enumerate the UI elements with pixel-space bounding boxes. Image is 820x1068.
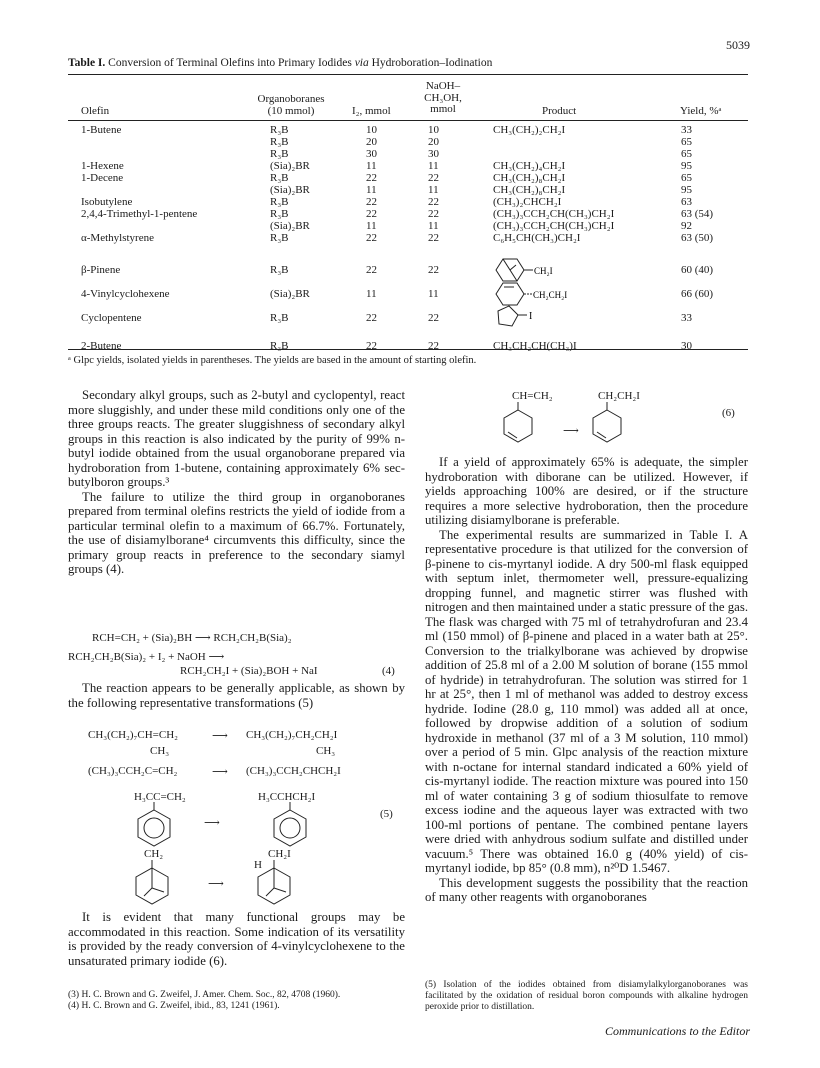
cell-yield: 66 (60) (681, 288, 714, 300)
eq5-number: (5) (380, 808, 393, 820)
table-title (68, 57, 492, 69)
cell-i2: 22 (366, 312, 377, 324)
table-row (0, 340, 820, 352)
cell-i2: 30 (366, 148, 377, 160)
cell-organoborane: R₃B (270, 124, 289, 136)
cell-yield: 95 (681, 160, 692, 172)
table-title-part2: Hydroboration–Iodination (368, 57, 493, 69)
table-row (0, 148, 820, 160)
eq5b-right: (CH₃)₃CCH₂CHCH₂I (246, 765, 341, 777)
header-naoh-2: CH₃OH, (424, 91, 462, 104)
cell-yield: 30 (681, 340, 692, 352)
left-paragraph-3: The reaction appears to be generally applicable, as shown by the following representative transformations (5) (68, 681, 405, 710)
table-row (0, 312, 820, 324)
right-paragraph-3: This development suggests the possibility that the reaction of many other reagents with organoboranes (425, 875, 748, 904)
cell-olefin: 4-Vinylcyclohexene (81, 288, 170, 300)
cell-product: C₆H₅CH(CH₃)CH₂I (493, 232, 581, 244)
cell-olefin: β-Pinene (81, 264, 121, 276)
cell-i2: 22 (366, 264, 377, 276)
cell-naoh: 22 (428, 196, 439, 208)
cell-organoborane: R₃B (270, 172, 289, 184)
cell-organoborane: R₃B (270, 136, 289, 148)
header-olefin: Olefin (81, 105, 110, 117)
cell-i2: 22 (366, 196, 377, 208)
eq6-right: CH₂CH₂I (598, 390, 640, 402)
right-column-text (425, 455, 748, 905)
cell-yield: 92 (681, 220, 692, 232)
eq5d-structures (130, 858, 330, 908)
cell-olefin: 2-Butene (81, 340, 122, 352)
eq5c-left: H₃CC=CH₂ (134, 791, 186, 803)
cell-i2: 22 (366, 232, 377, 244)
cyclopentyl-product-label: I (529, 311, 533, 322)
table-row (0, 124, 820, 136)
cell-i2: 10 (366, 124, 377, 136)
cell-yield: 63 (681, 196, 692, 208)
left-column-text (68, 388, 405, 577)
cell-olefin: α-Methylstyrene (81, 232, 154, 244)
right-paragraph-1: If a yield of approximately 65% is adequate, the simpler hydroboration with diborane can be utilized. However, if yields approaching 100% are desired, or if the structure requires a more selective hydroboration, then the procedure utilizing disiamylborane is preferable. (425, 455, 748, 527)
table-row (0, 264, 820, 276)
cell-naoh: 30 (428, 148, 439, 160)
cell-product: CH₃(CH₂)₄CH₂I (493, 160, 566, 172)
cell-olefin: 1-Hexene (81, 160, 124, 172)
eq6-arrow: ⟶ (563, 425, 579, 437)
table-row (0, 220, 820, 232)
reference-3: (3) H. C. Brown and G. Zweifel, J. Amer. Chem. Soc., 82, 4708 (1960). (68, 990, 341, 1000)
page-number: 5039 (726, 38, 750, 52)
cell-organoborane: (Sia)₂BR (270, 160, 310, 172)
cell-i2: 22 (366, 340, 377, 352)
cell-organoborane: (Sia)₂BR (270, 184, 310, 196)
cell-i2: 11 (366, 288, 377, 300)
eq4-line3: RCH₂CH₂I + (Sia)₂BOH + NaI (180, 665, 318, 677)
cell-naoh: 11 (428, 220, 439, 232)
cell-product: (CH₃)₃CCH₂CH(CH₃)CH₂I (493, 220, 615, 232)
cell-i2: 11 (366, 220, 377, 232)
cell-product: CH₃(CH₂)₈CH₂I (493, 184, 566, 196)
cell-organoborane: R₃B (270, 196, 289, 208)
cell-olefin: 1-Decene (81, 172, 124, 184)
cell-naoh: 11 (428, 184, 439, 196)
table-top-rule (68, 74, 748, 75)
cell-yield: 65 (681, 148, 692, 160)
cell-i2: 20 (366, 136, 377, 148)
header-naoh-1: NaOH– (425, 80, 461, 92)
cyclopentyl-product-structure (490, 304, 570, 328)
eq5c-structures (130, 800, 330, 850)
header-naoh (416, 81, 470, 116)
eq5d-arrow: ⟶ (208, 878, 224, 890)
cell-yield: 95 (681, 184, 692, 196)
table-title-part1: Conversion of Terminal Olefins into Primary Iodides (108, 57, 355, 69)
header-yield: Yield, %ᵃ (680, 105, 722, 117)
eq5c-right: H₃CCHCH₂I (258, 791, 316, 803)
cell-naoh: 22 (428, 172, 439, 184)
table-row (0, 172, 820, 184)
eq6-number: (6) (722, 407, 735, 419)
cell-yield: 33 (681, 124, 692, 136)
left-paragraph-3-block (68, 681, 405, 710)
eq5c-arrow: ⟶ (204, 817, 220, 829)
left-paragraph-4-block (68, 910, 405, 968)
cell-naoh: 10 (428, 124, 439, 136)
cell-organoborane: R₃B (270, 340, 289, 352)
cell-i2: 11 (366, 184, 377, 196)
cell-product: CH₃CH₂CH(CH₃)I (493, 340, 577, 352)
pinene-product-label: CH₂I (534, 266, 553, 276)
table-row (0, 288, 820, 300)
cell-naoh: 22 (428, 208, 439, 220)
left-paragraph-1: Secondary alkyl groups, such as 2-butyl and cyclopentyl, react more sluggishly, and under these mild conditions only one of the three groups reacts. The greater sluggishness of secondary alkyl groups in this reaction is also indicated by the purity of 99% n-butyl iodide obtained from the usual organoborane prepared via hydroboration from 1-butene, containing approximately 6% sec-butylboron groups.³ (68, 388, 405, 489)
table-row (0, 196, 820, 208)
eq5b-left-methyl: CH₃ (150, 745, 170, 757)
eq5b-right-methyl: CH₃ (316, 745, 336, 757)
eq6-left: CH=CH₂ (512, 390, 553, 402)
left-paragraph-4: It is evident that many functional groups may be accommodated in this reaction. Some indication of its versatility is provided by the ready conversion of 4-vinylcyclohexene to the unsaturated primary iodide (6). (68, 910, 405, 968)
cell-organoborane: R₃B (270, 232, 289, 244)
cell-organoborane: (Sia)₂BR (270, 288, 310, 300)
cell-olefin: Cyclopentene (81, 312, 142, 324)
cell-olefin: 1-Butene (81, 124, 122, 136)
table-row (0, 184, 820, 196)
cell-naoh: 22 (428, 232, 439, 244)
table-row (0, 208, 820, 220)
table-row (0, 160, 820, 172)
cell-naoh: 22 (428, 264, 439, 276)
eq5d-hydrogen: H (254, 859, 262, 871)
cell-organoborane: (Sia)₂BR (270, 220, 310, 232)
cell-organoborane: R₃B (270, 148, 289, 160)
cell-naoh: 22 (428, 312, 439, 324)
cell-product: (CH₃)₂CHCH₂I (493, 196, 562, 208)
eq5a-arrow: ⟶ (212, 730, 228, 742)
cell-i2: 11 (366, 160, 377, 172)
cell-yield: 33 (681, 312, 692, 324)
table-row (0, 136, 820, 148)
eq5d-left: CH₂ (144, 848, 164, 860)
reference-5: (5) Isolation of the iodides obtained from disiamylalkylorganoboranes was facilitated by the oxidation of residual boron compounds with alkaline hydrogen peroxide prior to distillation. (425, 980, 748, 1012)
eq5a-left: CH₃(CH₂)₇CH=CH₂ (88, 729, 178, 741)
right-paragraph-2: The experimental results are summarized in Table I. A representative procedure is that utilized for the conversion of β-pinene to cis-myrtanyl iodide. A dry 500-ml flask equipped with septum inlet, thermometer well, pressure-equalizing dropping funnel, and magnetic stirrer was flushed with nitrogen and then maintained under a static pressure of the gas. The flask was charged with 75 ml of tetrahydrofuran and 23.4 ml (150 mmol) of β-pinene and placed in a water bath at 25°. Conversion to the trialkylborane was achieved by dropwise addition of 25.8 ml of a 2.00 M solution of borane (155 mmol of hydride) in tetrahydrofuran. The solution was stirred for 1 hr at 25°, then 1 ml of methanol was added to destroy excess hydride. Iodine (28.0 g, 110 mmol) was added all at once, followed by dropwise addition of a solution of sodium hydroxide in methanol (37 ml of a 3 M solution, 110 mmol) over a period of 5 min. Glpc analysis of the reaction mixture with n-octane for internal standard indicated a 60% yield of cis-myrtanyl iodide. The reaction mixture was poured into 150 ml of water containing 3 g of sodium thiosulfate to remove excess iodine and the aqueous layer was extracted with two 100-ml portions of pentane. The combined pentane layers were dried with anhydrous sodium sulfate and distilled under vacuum.⁵ There was obtained 16.0 g (40% yield) of cis-myrtanyl iodide, bp 85° (0.8 mm), n²⁰D 1.5467. (425, 527, 749, 875)
cell-olefin: 2,4,4-Trimethyl-1-pentene (81, 208, 198, 220)
table-label: Table I. (68, 57, 106, 69)
cell-organoborane: R₃B (270, 208, 289, 220)
cell-product: CH₃(CH₂)₈CH₂I (493, 172, 566, 184)
cell-yield: 60 (40) (681, 264, 714, 276)
eq5d-right: CH₂I (268, 848, 291, 860)
cell-i2: 22 (366, 172, 377, 184)
header-organoboranes-text: Organoboranes (257, 93, 325, 105)
eq5b-left: (CH₃)₃CCH₂C=CH₂ (88, 765, 178, 777)
cell-naoh: 20 (428, 136, 439, 148)
table-title-via: via (354, 57, 369, 69)
eq4-number: (4) (382, 665, 395, 677)
reference-4: (4) H. C. Brown and G. Zweifel, ibid., 83, 1241 (1961). (68, 1001, 280, 1011)
cell-yield: 65 (681, 136, 692, 148)
eq5a-right: CH₃(CH₂)₇CH₂CH₂I (246, 729, 338, 741)
eq5b-arrow: ⟶ (212, 766, 228, 778)
header-naoh-3: mmol (430, 103, 456, 115)
cell-olefin: Isobutylene (81, 196, 133, 208)
table-header-rule (68, 120, 748, 121)
left-paragraph-2: The failure to utilize the third group in organoboranes prepared from terminal olefins restricts the yield of iodide from a particular terminal olefin to a maximum of 66.7%. Fortunately, the use of disiamylborane⁴ circumvents this difficulty, since the primary group reacts in preference to the secondary siamyl groups (4). (68, 489, 405, 576)
pinene-product-structure (490, 256, 610, 284)
cell-naoh: 11 (428, 288, 439, 300)
table-row (0, 232, 820, 244)
cell-naoh: 22 (428, 340, 439, 352)
cell-naoh: 11 (428, 160, 439, 172)
cell-yield: 63 (54) (681, 208, 714, 220)
footer-title: Communications to the Editor (605, 1024, 750, 1038)
header-i2: I₂, mmol (352, 105, 391, 117)
table-bottom-rule (68, 349, 748, 350)
eq4-line1: RCH=CH₂ + (Sia)₂BH ⟶ RCH₂CH₂B(Sia)₂ (92, 632, 292, 644)
cell-i2: 22 (366, 208, 377, 220)
header-organoboranes-sub: (10 mmol) (267, 104, 315, 117)
table-footnote: ᵃ Glpc yields, isolated yields in parentheses. The yields are based in the amount of starting olefin. (68, 355, 477, 366)
eq4-line2: RCH₂CH₂B(Sia)₂ + I₂ + NaOH ⟶ (68, 651, 225, 663)
header-organoboranes (246, 94, 336, 117)
cell-product: (CH₃)₃CCH₂CH(CH₃)CH₂I (493, 208, 615, 220)
header-product: Product (542, 105, 577, 117)
cell-yield: 65 (681, 172, 692, 184)
cell-organoborane: R₃B (270, 312, 289, 324)
cell-organoborane: R₃B (270, 264, 289, 276)
cell-yield: 63 (50) (681, 232, 714, 244)
vinyl-product-label: CH₂CH₂I (533, 290, 568, 300)
cell-product: CH₃(CH₂)₂CH₂I (493, 124, 566, 136)
